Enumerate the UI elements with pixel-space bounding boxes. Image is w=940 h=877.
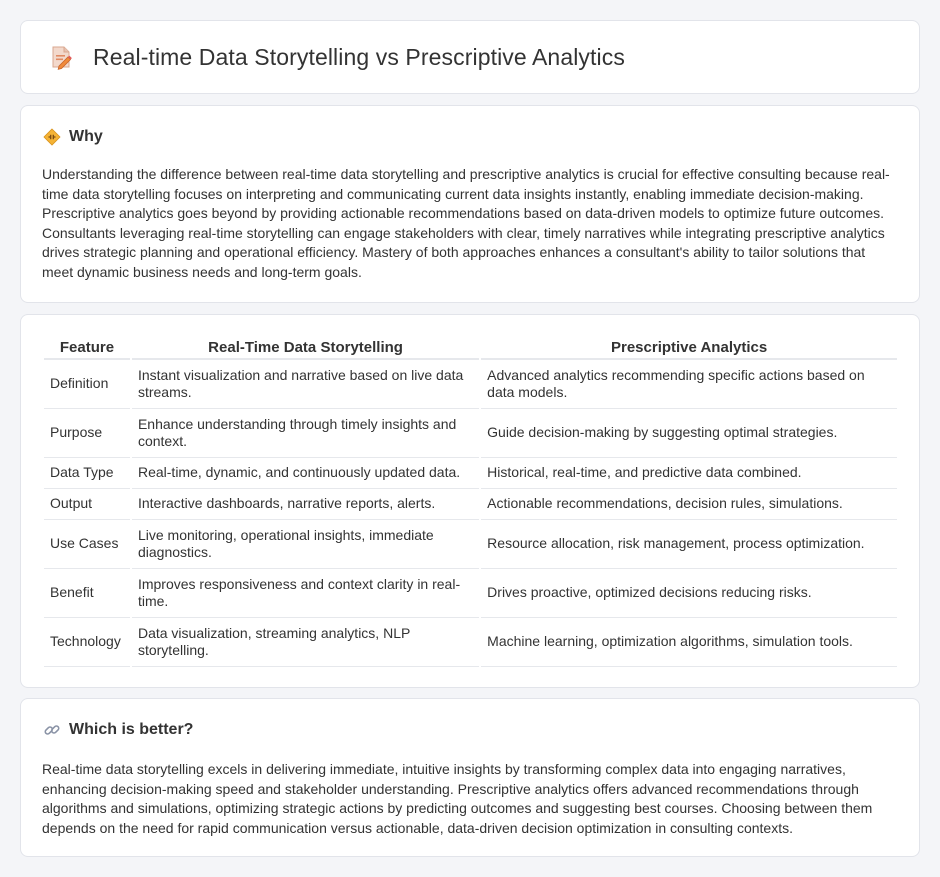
comparison-card bbox=[20, 314, 920, 688]
storytelling-cell: Interactive dashboards, narrative reports, alerts. bbox=[132, 489, 479, 520]
better-text: Real-time data storytelling excels in delivering immediate, intuitive insights by transforming complex data into engaging narratives, enhancing decision-making speed and stakeholder understanding. Prescriptive analytics offers advanced recommendations through algorithms and simulations, optimizing strategic actions by predicting outcomes and suggesting best courses. Choosing between them depends on the need for rapid communication versus actionable, data-driven decision optimization in consulting contexts. bbox=[42, 761, 873, 836]
prescriptive-cell: Drives proactive, optimized decisions reducing risks. bbox=[481, 569, 897, 618]
prescriptive-cell: Machine learning, optimization algorithms, simulation tools. bbox=[481, 618, 897, 667]
feature-cell: Purpose bbox=[44, 409, 130, 458]
better-title: Which is better? bbox=[69, 721, 194, 738]
header-feature: Feature bbox=[44, 337, 130, 360]
table-row bbox=[44, 409, 897, 458]
storytelling-cell: Improves responsiveness and context clarity in real-time. bbox=[132, 569, 479, 618]
feature-cell: Output bbox=[44, 489, 130, 520]
header-storytelling: Real-Time Data Storytelling bbox=[132, 337, 479, 360]
why-card bbox=[20, 105, 920, 303]
feature-cell: Technology bbox=[44, 618, 130, 667]
prescriptive-cell: Guide decision-making by suggesting optimal strategies. bbox=[481, 409, 897, 458]
page-title: Real-time Data Storytelling vs Prescriptive Analytics bbox=[93, 43, 625, 70]
feature-cell: Use Cases bbox=[44, 520, 130, 569]
storytelling-cell: Enhance understanding through timely insights and context. bbox=[132, 409, 479, 458]
why-title: Why bbox=[69, 128, 103, 145]
prescriptive-cell: Actionable recommendations, decision rules, simulations. bbox=[481, 489, 897, 520]
why-text: Understanding the difference between real-time data storytelling and prescriptive analytics is crucial for effective consulting because real-time data storytelling focuses on interpreting and communicating current data insights instantly, enabling immediate decision-making. Prescriptive analytics goes beyond by providing actionable recommendations based on data-driven models to optimize future outcomes. Consultants leveraging real-time storytelling can engage stakeholders with clear, timely narratives while integrating prescriptive analytics drives strategic planning and operational efficiency. Mastery of both approaches enhances a consultant's ability to tailor solutions that meet dynamic business needs and long-term goals. bbox=[42, 166, 890, 280]
prescriptive-cell: Historical, real-time, and predictive data combined. bbox=[481, 458, 897, 489]
feature-cell: Definition bbox=[44, 360, 130, 409]
table-row bbox=[44, 618, 897, 667]
header-prescriptive: Prescriptive Analytics bbox=[481, 337, 897, 360]
storytelling-cell: Real-time, dynamic, and continuously updated data. bbox=[132, 458, 479, 489]
prescriptive-cell: Advanced analytics recommending specific actions based on data models. bbox=[481, 360, 897, 409]
header-card bbox=[20, 20, 920, 94]
document-pencil-icon bbox=[47, 43, 75, 71]
feature-cell: Data Type bbox=[44, 458, 130, 489]
comparison-table bbox=[42, 337, 899, 667]
prescriptive-cell: Resource allocation, risk management, process optimization. bbox=[481, 520, 897, 569]
table-row bbox=[44, 569, 897, 618]
table-row bbox=[44, 520, 897, 569]
feature-cell: Benefit bbox=[44, 569, 130, 618]
diamond-icon bbox=[43, 128, 61, 146]
link-icon bbox=[43, 721, 61, 739]
table-row bbox=[44, 458, 897, 489]
storytelling-cell: Data visualization, streaming analytics, NLP storytelling. bbox=[132, 618, 479, 667]
title-row bbox=[47, 43, 625, 71]
table-header-row bbox=[44, 337, 897, 360]
storytelling-cell: Instant visualization and narrative based on live data streams. bbox=[132, 360, 479, 409]
storytelling-cell: Live monitoring, operational insights, immediate diagnostics. bbox=[132, 520, 479, 569]
table-row bbox=[44, 360, 897, 409]
why-heading bbox=[43, 128, 103, 146]
table-row bbox=[44, 489, 897, 520]
which-better-card bbox=[20, 698, 920, 857]
better-heading bbox=[43, 721, 193, 739]
